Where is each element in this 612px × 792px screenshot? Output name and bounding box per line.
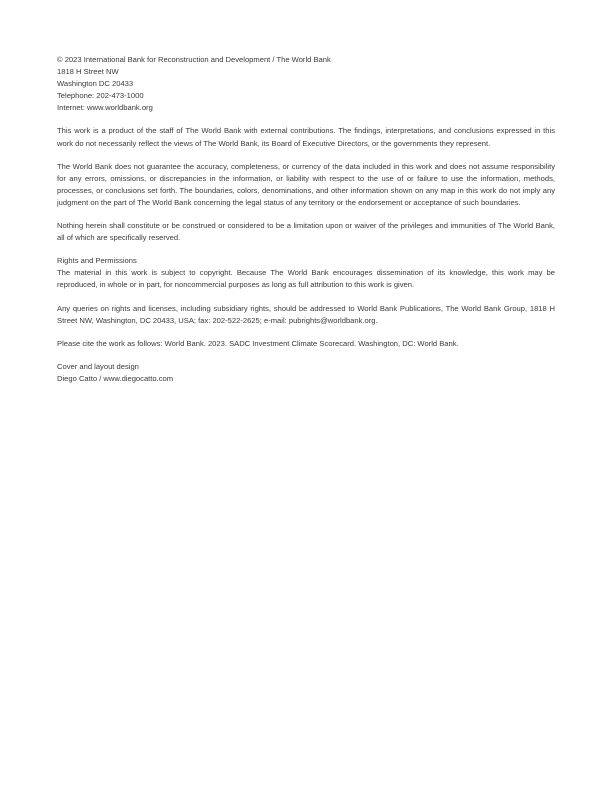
telephone: Telephone: 202-473-1000 bbox=[57, 91, 144, 101]
rights-block bbox=[57, 255, 555, 291]
design-credit: Diego Catto / www.diegocatto.com bbox=[57, 373, 174, 383]
privileges-block bbox=[57, 220, 555, 244]
citation-paragraph: Please cite the work as follows: World Bank. 2023. SADC Investment Climate Scorecard. Washington, DC: World Bank. bbox=[57, 338, 459, 348]
rights-paragraph: The material in this work is subject to copyright. Because The World Bank encourages dissemination of its knowledge, this work may be reproduced, in whole or in part, for noncommercial purposes as long as full attribution to this work is given. bbox=[57, 268, 555, 290]
accuracy-block bbox=[57, 161, 555, 209]
street-address: 1818 H Street NW bbox=[57, 67, 119, 77]
privileges-paragraph: Nothing herein shall constitute or be construed or considered to be a limitation upon or waiver of the privileges and immunities of The World Bank, all of which are specifically reserved. bbox=[57, 221, 555, 243]
citation-block bbox=[57, 338, 555, 350]
copyright-content bbox=[57, 54, 555, 396]
accuracy-paragraph: The World Bank does not guarantee the accuracy, completeness, or currency of the data included in this work and does not assume responsibility for any errors, omissions, or discrepancies in the information, or liability with respect to the use of or failure to use the information, methods, processes, or conclusions set forth. The boundaries, colors, denominations, and other information shown on any map in this work do not imply any judgment on the part of The World Bank concerning the legal status of any territory or the endorsement or acceptance of such boundaries. bbox=[57, 161, 555, 207]
copyright-notice bbox=[57, 54, 555, 114]
disclaimer-block bbox=[57, 125, 555, 149]
copyright-line: © 2023 International Bank for Reconstruction and Development / The World Bank bbox=[57, 55, 331, 64]
design-credit-block bbox=[57, 361, 555, 385]
queries-paragraph: Any queries on rights and licenses, including subsidiary rights, should be addressed to World Bank Publications, The World Bank Group, 1818 H Street NW, Washington, DC 20433, USA; fax: 202-522-2625; e-mail: pubrights@worldbank.org. bbox=[57, 303, 555, 325]
rights-heading: Rights and Permissions bbox=[57, 256, 137, 266]
website: Internet: www.worldbank.org bbox=[57, 103, 153, 113]
disclaimer-paragraph: This work is a product of the staff of The World Bank with external contributions. The findings, interpretations, and conclusions expressed in this work do not necessarily reflect the views of The World Bank, its Board of Executive Directors, or the governments they represent. bbox=[57, 126, 555, 148]
design-heading: Cover and layout design bbox=[57, 361, 139, 371]
queries-block bbox=[57, 303, 555, 327]
city-address: Washington DC 20433 bbox=[57, 79, 134, 89]
